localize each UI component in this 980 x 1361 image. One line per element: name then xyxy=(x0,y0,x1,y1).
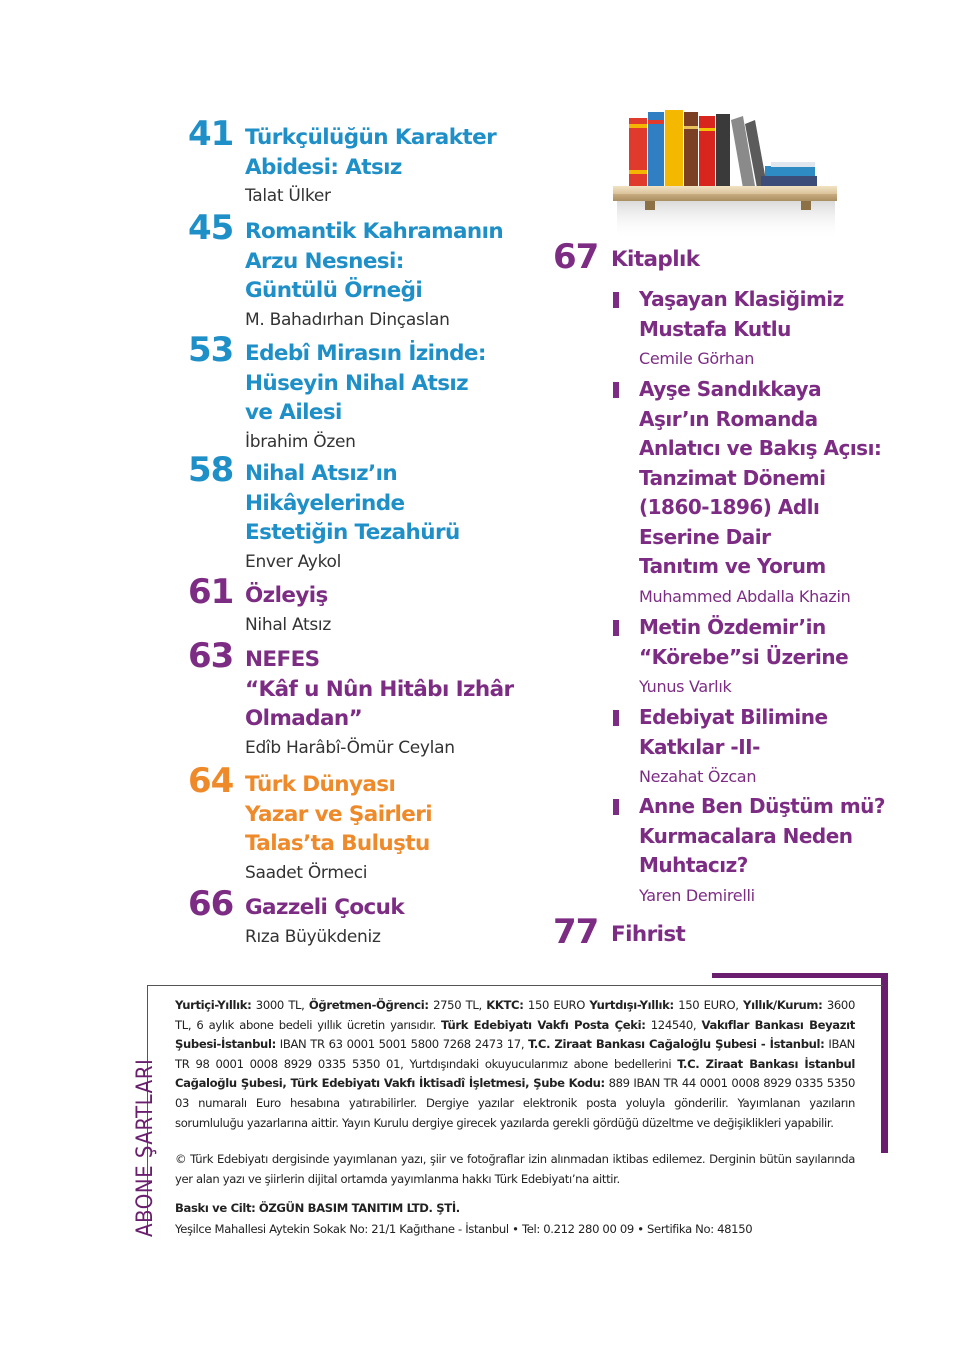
kitaplik-author: Nezahat Özcan xyxy=(639,767,757,786)
bullet-marker xyxy=(613,710,619,726)
terms-bold-segment: Yurtdışı-Yıllık: xyxy=(589,998,674,1012)
kitaplik-title-line[interactable]: Katkılar -II- xyxy=(639,734,760,759)
printer-address: Yeşilce Mahallesi Aytekin Sokak No: 21/1 Kağıthane - İstanbul • Tel: 0.212 280 00 09 • Sertifika No: 48150 xyxy=(175,1222,753,1236)
toc-title-line: Talas’ta Buluştu xyxy=(245,831,430,856)
kitaplik-title-line[interactable]: Aşır’ın Romanda xyxy=(639,406,818,431)
toc-page-number: 64 xyxy=(188,761,234,801)
terms-bold-segment: Türk Edebiyatı Vakfı Posta Çeki: xyxy=(441,1017,646,1032)
toc-title-line: Türkçülüğün Karakter xyxy=(245,125,497,150)
toc-title-line: “Kâf u Nûn Hitâbı Izhâr xyxy=(245,676,514,702)
toc-page-number: 61 xyxy=(188,572,234,612)
terms-bold-segment: T.C. Ziraat Bankası İstanbul Cağaloğlu Şubesi, Türk Edebiyatı Vakfı İktisadî İşletmesi, Şube Kodu: xyxy=(175,1056,855,1091)
terms-bold-segment: Yıllık/Kurum: xyxy=(743,998,823,1012)
printer-line xyxy=(175,1199,855,1219)
kitaplik-title-line[interactable]: Anne Ben Düştüm mü? xyxy=(639,794,886,818)
toc-title-line: Özleyiş xyxy=(245,583,328,608)
toc-author: Talat Ülker xyxy=(245,186,331,206)
section-title: Kitaplık xyxy=(611,247,700,272)
toc-title-line: NEFES xyxy=(245,647,320,672)
bullet-marker xyxy=(613,292,619,308)
kitaplik-title-line[interactable]: Eserine Dair xyxy=(639,524,771,549)
terms-bold-segment: T.C. Ziraat Bankası Cağaloğlu Şubesi - İstanbul: xyxy=(528,1037,825,1052)
kitaplik-title-line[interactable]: Anlatıcı ve Bakış Açısı: xyxy=(639,436,882,460)
terms-text-segment: 150 EURO, xyxy=(673,998,744,1012)
toc-title-line: Abidesi: Atsız xyxy=(245,154,402,180)
printer-label: Baskı ve Cilt: xyxy=(175,1201,256,1215)
toc-author: Nihal Atsız xyxy=(245,614,331,635)
toc-title-line: Hüseyin Nihal Atsız xyxy=(245,370,469,396)
kitaplik-title-line[interactable]: Tanıtım ve Yorum xyxy=(639,554,826,578)
kitaplik-author: Yaren Demirelli xyxy=(639,885,755,905)
bullet-marker xyxy=(613,799,619,815)
kitaplik-title-line[interactable]: Metin Özdemir’in xyxy=(639,615,826,639)
fihrist-title[interactable]: Fihrist xyxy=(611,922,686,947)
toc-title-line: ve Ailesi xyxy=(245,400,342,425)
terms-text-segment: 889 IBAN TR 44 0001 0008 8929 0335 5350 03 numaralı Euro hesabına yatırabilirler. Dergiye yazılar elektronik posta yoluyla gönderilir. Yayımlanan yazıların sorumluluğu yazarlarına aittir. Yayın Kurulu dergiye girecek yazılarda gerekli gördüğü düzeltme ve değişiklikleri yapabilir. xyxy=(175,1076,855,1130)
kitaplik-title-line[interactable]: (1860-1896) Adlı xyxy=(639,495,820,519)
bookshelf-icon xyxy=(605,100,845,240)
toc-title-line: Edebî Mirasın İzinde: xyxy=(245,341,486,366)
toc-author: M. Bahadırhan Dinçaslan xyxy=(245,309,450,330)
terms-bold-segment: Vakıflar Bankası Beyazıt Şubesi-İstanbul: xyxy=(175,1017,855,1052)
toc-title-line: Güntülü Örneği xyxy=(245,278,423,303)
toc-author: Enver Aykol xyxy=(245,551,342,572)
subscription-terms xyxy=(175,996,855,1133)
toc-title-line: Türk Dünyası xyxy=(245,772,396,797)
accent-bar-top xyxy=(712,973,888,978)
terms-text-segment: 3600 TL, 6 aylık abone bedeli yıllık ücretin yarısıdır. xyxy=(175,998,855,1032)
fihrist-page-number: 77 xyxy=(553,912,599,952)
bullet-marker xyxy=(613,382,619,398)
toc-page-number: 58 xyxy=(188,450,234,490)
terms-text-segment: 124540, xyxy=(645,1017,702,1032)
toc-page-number: 45 xyxy=(188,208,234,248)
terms-text-segment: 2750 TL, xyxy=(428,998,487,1012)
terms-text-segment: 150 EURO xyxy=(523,998,590,1012)
bullet-marker xyxy=(613,620,619,636)
toc-page-number: 53 xyxy=(188,330,234,370)
terms-bold-segment: Yurtiçi-Yıllık: xyxy=(175,998,252,1012)
toc-title-line: Romantik Kahramanın xyxy=(245,219,504,244)
kitaplik-title-line[interactable]: Kurmacalara Neden xyxy=(639,823,853,848)
toc-page-number: 41 xyxy=(188,114,234,154)
toc-title-line: Olmadan” xyxy=(245,706,363,731)
terms-text-segment: IBAN TR 98 0001 0008 8929 0335 5350 01, Yurtdışındaki okuyucularımız abone bedellerini xyxy=(175,1037,855,1071)
subscription-label: ABONE ŞARTLARI xyxy=(133,1058,158,1237)
toc-author: Rıza Büyükdeniz xyxy=(245,926,381,947)
kitaplik-title-line[interactable]: Ayşe Sandıkkaya xyxy=(639,377,822,401)
kitaplik-title-line[interactable]: Tanzimat Dönemi xyxy=(639,465,826,490)
kitaplik-title-line[interactable]: “Körebe”si Üzerine xyxy=(639,644,849,669)
terms-text-segment: IBAN TR 63 0001 5001 5800 7268 2473 17, xyxy=(275,1037,529,1052)
kitaplik-author: Muhammed Abdalla Khazin xyxy=(639,586,851,606)
copyright-notice: © Türk Edebiyatı dergisinde yayımlanan yazı, şiir ve fotoğraflar izin alınmadan iktibas edilemez. Derginin bütün sayılarında yer alan yazı ve şiirlerin dijital ortamda yayımlanma hakkı Türk Edebiyatı’na aittir. xyxy=(175,1152,855,1186)
terms-text-segment: 3000 TL, xyxy=(251,998,309,1012)
kitaplik-title-line[interactable]: Yaşayan Klasiğimiz xyxy=(639,287,844,311)
kitaplik-title-line[interactable]: Mustafa Kutlu xyxy=(639,316,791,341)
toc-title-line: Yazar ve Şairleri xyxy=(245,801,432,827)
toc-title-line: Estetiğin Tezahürü xyxy=(245,520,460,545)
terms-bold-segment: Öğretmen-Öğrenci: xyxy=(308,998,429,1012)
section-page-number: 67 xyxy=(553,237,599,277)
kitaplik-author: Cemile Görhan xyxy=(639,349,755,368)
printer-name: ÖZGÜN BASIM TANITIM LTD. ŞTİ. xyxy=(258,1201,460,1215)
toc-author: Saadet Örmeci xyxy=(245,862,368,883)
toc-page-number: 66 xyxy=(188,884,234,924)
toc-page-number: 63 xyxy=(188,636,234,676)
kitaplik-title-line[interactable]: Muhtacız? xyxy=(639,853,748,877)
toc-title-line: Nihal Atsız’ın xyxy=(245,461,398,486)
kitaplik-author: Yunus Varlık xyxy=(639,677,732,696)
toc-title-line: Arzu Nesnesi: xyxy=(245,248,404,274)
kitaplik-title-line[interactable]: Edebiyat Bilimine xyxy=(639,705,828,729)
toc-title-line: Gazzeli Çocuk xyxy=(245,895,405,920)
terms-bold-segment: KKTC: xyxy=(486,998,524,1012)
toc-author: Edîb Harâbî-Ömür Ceylan xyxy=(245,737,455,758)
toc-author: İbrahim Özen xyxy=(245,431,356,452)
toc-title-line: Hikâyelerinde xyxy=(245,490,405,516)
